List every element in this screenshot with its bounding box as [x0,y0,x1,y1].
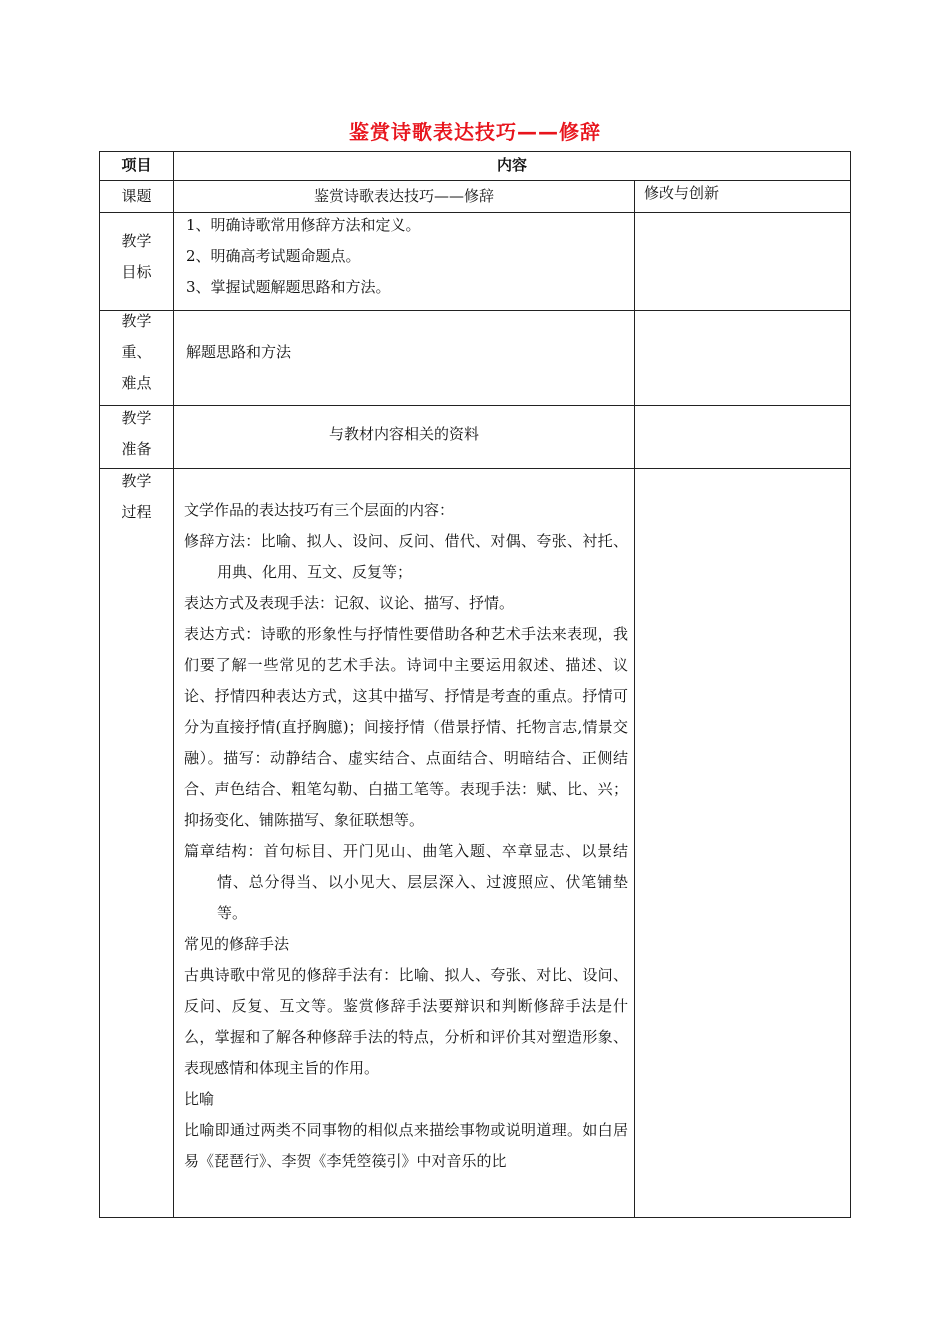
list-item: 1、明确诗歌常用修辞方法和定义。 [186,216,421,234]
intro-paragraph: 文学作品的表达技巧有三个层面的内容： [184,501,455,519]
list-item: 2、明确高考试题命题点。 [186,247,361,265]
revision-column-header: 修改与创新 [644,184,720,202]
header-item-cell: 项目 [121,156,152,174]
goals-list [186,210,626,303]
structure-paragraph: 篇章结构：首句标目、开门见山、曲笔入题、卒章显志、以景结情、总分得当、以小见大、层层深入、过渡照应、伏笔铺垫等。 [184,842,628,922]
metaphor-heading: 比喻 [184,1090,215,1108]
goals-label: 教学 目标 [121,232,152,281]
common-rhetoric-heading: 常见的修辞手法 [184,935,290,953]
header-content-cell: 内容 [496,156,527,174]
expression-paragraph: 表达方式及表现手法：记叙、议论、描写、抒情。 [184,594,515,612]
common-rhetoric-paragraph: 古典诗歌中常见的修辞手法有：比喻、拟人、夸张、对比、设问、反问、反复、互文等。鉴赏修辞手法要辩识和判断修辞手法是什么，掌握和了解各种修辞手法的特点，分析和评价其对塑造形象、表现感情和体现主旨的作用。 [184,966,628,1077]
process-content [184,495,628,1177]
expression-detail-paragraph: 表达方式：诗歌的形象性与抒情性要借助各种艺术手法来表现，我们要了解一些常见的艺术手法。诗词中主要运用叙述、描述、议论、抒情四种表达方式，这其中描写、抒情是考查的重点。抒情可分为直接抒情(直抒胸臆)；间接抒情（借景抒情、托物言志,情景交融）。描写：动静结合、虚实结合、点面结合、明暗结合、正侧结合、声色结合、粗笔勾勒、白描工笔等。表现手法：赋、比、兴；抑扬变化、铺陈描写、象征联想等。 [184,625,628,829]
process-label: 教学 过程 [121,472,152,521]
key-points-value: 解题思路和方法 [186,343,292,361]
topic-label: 课题 [121,187,152,205]
preparation-label: 教学 准备 [121,409,152,458]
key-points-label: 教学 重、 难点 [121,312,152,392]
rhetoric-paragraph: 修辞方法：比喻、拟人、设问、反问、借代、对偶、夸张、衬托、用典、化用、互文、反复等； [184,532,628,581]
metaphor-paragraph: 比喻即通过两类不同事物的相似点来描绘事物或说明道理。如白居易《琵琶行》、李贺《李凭箜篌引》中对音乐的比 [184,1121,628,1170]
list-item: 3、掌握试题解题思路和方法。 [186,278,391,296]
preparation-value: 与教材内容相关的资料 [328,425,479,443]
topic-value: 鉴赏诗歌表达技巧——修辞 [313,187,494,205]
document-title: 鉴赏诗歌表达技巧——修辞 [349,120,601,144]
